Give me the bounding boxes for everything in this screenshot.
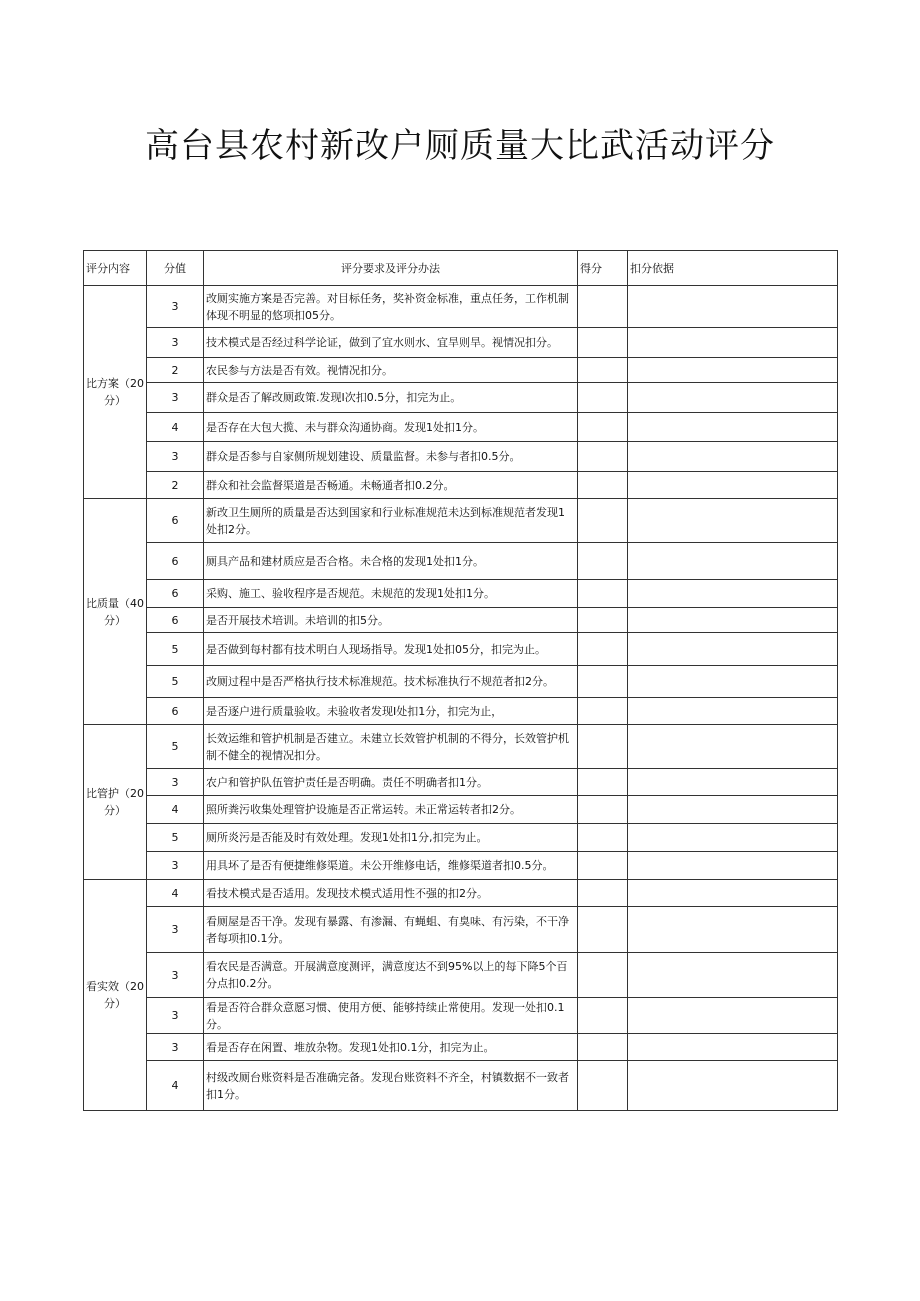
scoring-table: [83, 250, 838, 1111]
table-row: [84, 358, 838, 383]
deduction-basis-cell[interactable]: [628, 698, 838, 725]
header-score: 得分: [578, 251, 628, 286]
points-cell: 6: [147, 543, 204, 580]
score-cell[interactable]: [578, 796, 628, 824]
requirement-cell: 村级改厕台账资料是否准确完备。发现台账资料不齐全，村镇数据不一致者扣1分。: [204, 1061, 578, 1111]
requirement-cell: 看农民是否满意。开展满意度测评，满意度达不到95%以上的每下降5个百分点扣0.2分。: [204, 953, 578, 998]
table-row: [84, 666, 838, 698]
table-row: [84, 698, 838, 725]
table-row: [84, 472, 838, 499]
table-row: [84, 413, 838, 442]
deduction-basis-cell[interactable]: [628, 358, 838, 383]
category-cell: 比质量（40分）: [84, 499, 147, 725]
table-row: [84, 953, 838, 998]
score-cell[interactable]: [578, 880, 628, 907]
table-row: [84, 824, 838, 852]
requirement-cell: 农民参与方法是否有效。视情况扣分。: [204, 358, 578, 383]
points-cell: 4: [147, 413, 204, 442]
points-cell: 6: [147, 580, 204, 608]
table-row: [84, 1034, 838, 1061]
table-row: [84, 633, 838, 666]
points-cell: 6: [147, 698, 204, 725]
requirement-cell: 是否开展技术培训。未培训的扣5分。: [204, 608, 578, 633]
table-row: [84, 543, 838, 580]
score-cell[interactable]: [578, 286, 628, 328]
category-cell: 看实效（20分）: [84, 880, 147, 1111]
deduction-basis-cell[interactable]: [628, 998, 838, 1034]
score-cell[interactable]: [578, 328, 628, 358]
requirement-cell: 是否做到每村都有技术明白人现场指导。发现1处扣05分，扣完为止。: [204, 633, 578, 666]
requirement-cell: 群众是否了解改厕政策.发现I次扣0.5分，扣完为止。: [204, 383, 578, 413]
requirement-cell: 厕所炎污是否能及时有效处理。发现1处扣1分,扣完为止。: [204, 824, 578, 852]
requirement-cell: 长效运维和管护机制是否建立。未建立长效管护机制的不得分，长效管护机制不健全的视情况扣分。: [204, 725, 578, 769]
table-row: [84, 286, 838, 328]
deduction-basis-cell[interactable]: [628, 580, 838, 608]
points-cell: 5: [147, 633, 204, 666]
deduction-basis-cell[interactable]: [628, 543, 838, 580]
score-cell[interactable]: [578, 824, 628, 852]
points-cell: 3: [147, 286, 204, 328]
table-row: [84, 880, 838, 907]
requirement-cell: 看技术模式是否适用。发现技术模式适用性不强的扣2分。: [204, 880, 578, 907]
table-row: [84, 1061, 838, 1111]
score-cell[interactable]: [578, 698, 628, 725]
requirement-cell: 改厕实施方案是否完善。对目标任务，奖补资金标准，重点任务，工作机制体现不明显的悠项扣05分。: [204, 286, 578, 328]
deduction-basis-cell[interactable]: [628, 413, 838, 442]
table-row: [84, 442, 838, 472]
points-cell: 2: [147, 472, 204, 499]
table-row: [84, 383, 838, 413]
table-row: [84, 499, 838, 543]
deduction-basis-cell[interactable]: [628, 852, 838, 880]
deduction-basis-cell[interactable]: [628, 633, 838, 666]
score-cell[interactable]: [578, 413, 628, 442]
deduction-basis-cell[interactable]: [628, 328, 838, 358]
points-cell: 6: [147, 499, 204, 543]
requirement-cell: 看厕屋是否干净。发现有暴露、有渗漏、有蝇蛆、有臭味、有污染，不干净者每项扣0.1分。: [204, 907, 578, 953]
requirement-cell: 技术模式是否经过科学论证，做到了宜水则水、宜旱则旱。视情况扣分。: [204, 328, 578, 358]
requirement-cell: 看是否符合群众意愿习惯、使用方便、能够持续止常使用。发现一处扣0.1分。: [204, 998, 578, 1034]
table-row: [84, 769, 838, 796]
score-cell[interactable]: [578, 472, 628, 499]
deduction-basis-cell[interactable]: [628, 880, 838, 907]
score-cell[interactable]: [578, 499, 628, 543]
requirement-cell: 新改卫生厕所的质量是否达到国家和行业标准规范未达到标准规范者发现1处扣2分。: [204, 499, 578, 543]
table-row: [84, 328, 838, 358]
table-row: [84, 998, 838, 1034]
requirement-cell: 照所粪污收集处理管护设施是否正常运转。未正常运转者扣2分。: [204, 796, 578, 824]
deduction-basis-cell[interactable]: [628, 953, 838, 998]
deduction-basis-cell[interactable]: [628, 907, 838, 953]
points-cell: 4: [147, 796, 204, 824]
deduction-basis-cell[interactable]: [628, 442, 838, 472]
score-cell[interactable]: [578, 608, 628, 633]
deduction-basis-cell[interactable]: [628, 1034, 838, 1061]
table-row: [84, 907, 838, 953]
score-cell[interactable]: [578, 725, 628, 769]
deduction-basis-cell[interactable]: [628, 499, 838, 543]
points-cell: 3: [147, 953, 204, 998]
category-cell: 比方案（20分）: [84, 286, 147, 499]
table-row: [84, 608, 838, 633]
score-cell[interactable]: [578, 769, 628, 796]
points-cell: 3: [147, 852, 204, 880]
points-cell: 3: [147, 769, 204, 796]
requirement-cell: 是否存在大包大揽、未与群众沟通协商。发现1处扣1分。: [204, 413, 578, 442]
points-cell: 3: [147, 998, 204, 1034]
table-header-row: [84, 251, 838, 286]
points-cell: 5: [147, 725, 204, 769]
deduction-basis-cell[interactable]: [628, 472, 838, 499]
score-cell[interactable]: [578, 580, 628, 608]
deduction-basis-cell[interactable]: [628, 383, 838, 413]
deduction-basis-cell[interactable]: [628, 769, 838, 796]
requirement-cell: 采购、施工、验收程序是否规范。未规范的发现1处扣1分。: [204, 580, 578, 608]
score-cell[interactable]: [578, 633, 628, 666]
requirement-cell: 群众是否参与自家侧所规划建设、质量监督。未参与者扣0.5分。: [204, 442, 578, 472]
points-cell: 6: [147, 608, 204, 633]
deduction-basis-cell[interactable]: [628, 725, 838, 769]
deduction-basis-cell[interactable]: [628, 796, 838, 824]
points-cell: 5: [147, 666, 204, 698]
header-category: 评分内容: [84, 251, 147, 286]
score-cell[interactable]: [578, 383, 628, 413]
deduction-basis-cell[interactable]: [628, 286, 838, 328]
requirement-cell: 群众和社会监督渠道是否畅通。未畅通者扣0.2分。: [204, 472, 578, 499]
header-basis: 扣分依据: [628, 251, 838, 286]
deduction-basis-cell[interactable]: [628, 824, 838, 852]
deduction-basis-cell[interactable]: [628, 608, 838, 633]
score-cell[interactable]: [578, 998, 628, 1034]
score-cell[interactable]: [578, 442, 628, 472]
scoring-table-body: [84, 251, 838, 1111]
points-cell: 5: [147, 824, 204, 852]
points-cell: 4: [147, 880, 204, 907]
header-points: 分值: [147, 251, 204, 286]
header-requirement: 评分要求及评分办法: [204, 251, 578, 286]
table-row: [84, 725, 838, 769]
points-cell: 2: [147, 358, 204, 383]
points-cell: 3: [147, 1034, 204, 1061]
score-cell[interactable]: [578, 953, 628, 998]
score-cell[interactable]: [578, 852, 628, 880]
requirement-cell: 用具坏了是否有便捷维修渠道。未公开维修电话，维修渠道者扣0.5分。: [204, 852, 578, 880]
score-cell[interactable]: [578, 358, 628, 383]
points-cell: 3: [147, 442, 204, 472]
score-cell[interactable]: [578, 1061, 628, 1111]
requirement-cell: 看是否存在闲置、堆放杂物。发现1处扣0.1分，扣完为止。: [204, 1034, 578, 1061]
requirement-cell: 农户和管护队伍管护责任是否明确。责任不明确者扣1分。: [204, 769, 578, 796]
requirement-cell: 是否逐户进行质量验收。未验收者发现I处扣1分，扣完为止，: [204, 698, 578, 725]
table-row: [84, 852, 838, 880]
table-row: [84, 580, 838, 608]
points-cell: 3: [147, 907, 204, 953]
deduction-basis-cell[interactable]: [628, 666, 838, 698]
score-cell[interactable]: [578, 543, 628, 580]
table-row: [84, 796, 838, 824]
points-cell: 3: [147, 328, 204, 358]
points-cell: 4: [147, 1061, 204, 1111]
score-cell[interactable]: [578, 907, 628, 953]
requirement-cell: 改厕过程中是否严格执行技术标准规范。技术标准执行不规范者扣2分。: [204, 666, 578, 698]
deduction-basis-cell[interactable]: [628, 1061, 838, 1111]
points-cell: 3: [147, 383, 204, 413]
page-title: 高台县农村新改户厕质量大比武活动评分: [145, 126, 775, 166]
category-cell: 比管护（20分）: [84, 725, 147, 880]
requirement-cell: 厕具产品和建材质应是否合格。未合格的发现1处扣1分。: [204, 543, 578, 580]
score-cell[interactable]: [578, 666, 628, 698]
score-cell[interactable]: [578, 1034, 628, 1061]
